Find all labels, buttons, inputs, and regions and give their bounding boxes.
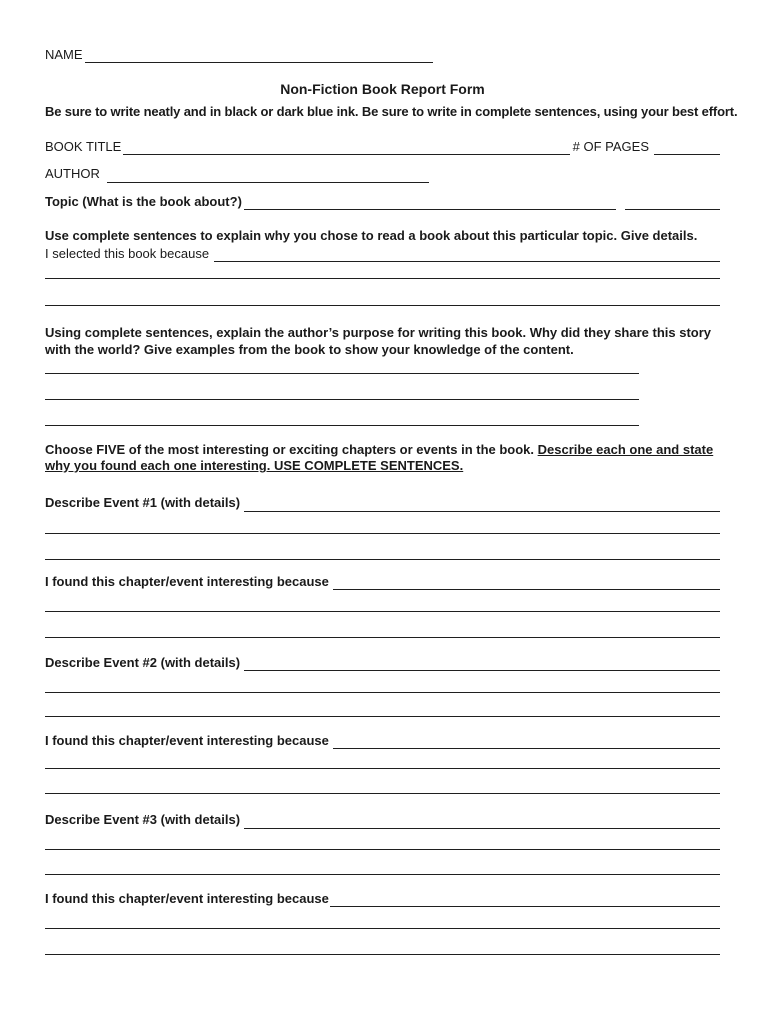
answer-line [45, 928, 720, 929]
answer-line [45, 692, 720, 693]
found-interesting-2-row [45, 733, 720, 749]
found-interesting-1-label: I found this chapter/event interesting because [45, 573, 329, 589]
describe-event-2-blank-line [244, 657, 720, 671]
answer-line [45, 559, 720, 560]
reason-prompt: Use complete sentences to explain why you chose to read a book about this particular topic. Give details. [45, 227, 698, 243]
instructions-text: Be sure to write neatly and in black or dark blue ink. Be sure to write in complete sentences, using your best effort. [45, 103, 738, 119]
choose-prompt [45, 442, 720, 475]
answer-line [45, 278, 720, 279]
describe-event-2-row [45, 655, 720, 671]
book-title-field-row [45, 139, 720, 155]
describe-event-1-row [45, 495, 720, 511]
describe-event-2-label: Describe Event #2 (with details) [45, 654, 241, 670]
found-interesting-3-row [45, 891, 720, 907]
describe-event-1-blank-line [244, 498, 720, 512]
answer-line [45, 793, 720, 794]
found-interesting-1-blank-line [333, 576, 720, 590]
form-title: Non-Fiction Book Report Form [280, 81, 485, 98]
name-label: NAME [45, 47, 83, 62]
topic-label: Topic (What is the book about?) [45, 193, 242, 209]
answer-line [45, 373, 639, 374]
purpose-prompt: Using complete sentences, explain the author’s purpose for writing this book. Why did they share this story with the world? Give examples from the book to show your knowledge of the content. [45, 325, 712, 357]
name-field-row [45, 47, 720, 63]
found-interesting-1-row [45, 574, 720, 590]
answer-line [45, 716, 720, 717]
pages-blank-line [654, 141, 720, 155]
author-field-row [45, 166, 720, 182]
answer-line [45, 611, 720, 612]
topic-blank-line-2 [625, 196, 720, 210]
topic-field-row [45, 194, 720, 210]
answer-line [45, 874, 720, 875]
answer-line [45, 954, 720, 955]
book-title-label: BOOK TITLE [45, 139, 122, 154]
answer-line [45, 399, 639, 400]
answer-line [45, 768, 720, 769]
answer-line [45, 637, 720, 638]
selected-blank-line [214, 248, 720, 262]
author-label: AUTHOR [45, 166, 100, 182]
describe-event-1-label: Describe Event #1 (with details) [45, 495, 241, 511]
answer-line [45, 425, 639, 426]
found-interesting-3-blank-line [330, 893, 720, 907]
name-blank-line [85, 49, 433, 63]
book-title-blank-line [123, 141, 569, 155]
choose-prompt-underlined: Describe each one and state why you found each one interesting. USE COMPLETE SENTENCES. [45, 441, 714, 473]
selected-field-row [45, 246, 720, 262]
topic-blank-line [244, 196, 616, 210]
selected-label: I selected this book because [45, 246, 210, 261]
pages-label: # OF PAGES [572, 139, 649, 154]
choose-prompt-plain: Choose FIVE of the most interesting or exciting chapters or events in the book. [45, 441, 538, 457]
author-blank-line [107, 169, 429, 183]
describe-event-3-blank-line [244, 815, 720, 829]
answer-line [45, 533, 720, 534]
found-interesting-3-label: I found this chapter/event interesting because [45, 890, 329, 906]
found-interesting-2-blank-line [333, 735, 720, 749]
found-interesting-2-label: I found this chapter/event interesting because [45, 733, 329, 748]
answer-line [45, 849, 720, 850]
describe-event-3-row [45, 812, 720, 828]
answer-line [45, 305, 720, 306]
describe-event-3-label: Describe Event #3 (with details) [45, 812, 241, 828]
